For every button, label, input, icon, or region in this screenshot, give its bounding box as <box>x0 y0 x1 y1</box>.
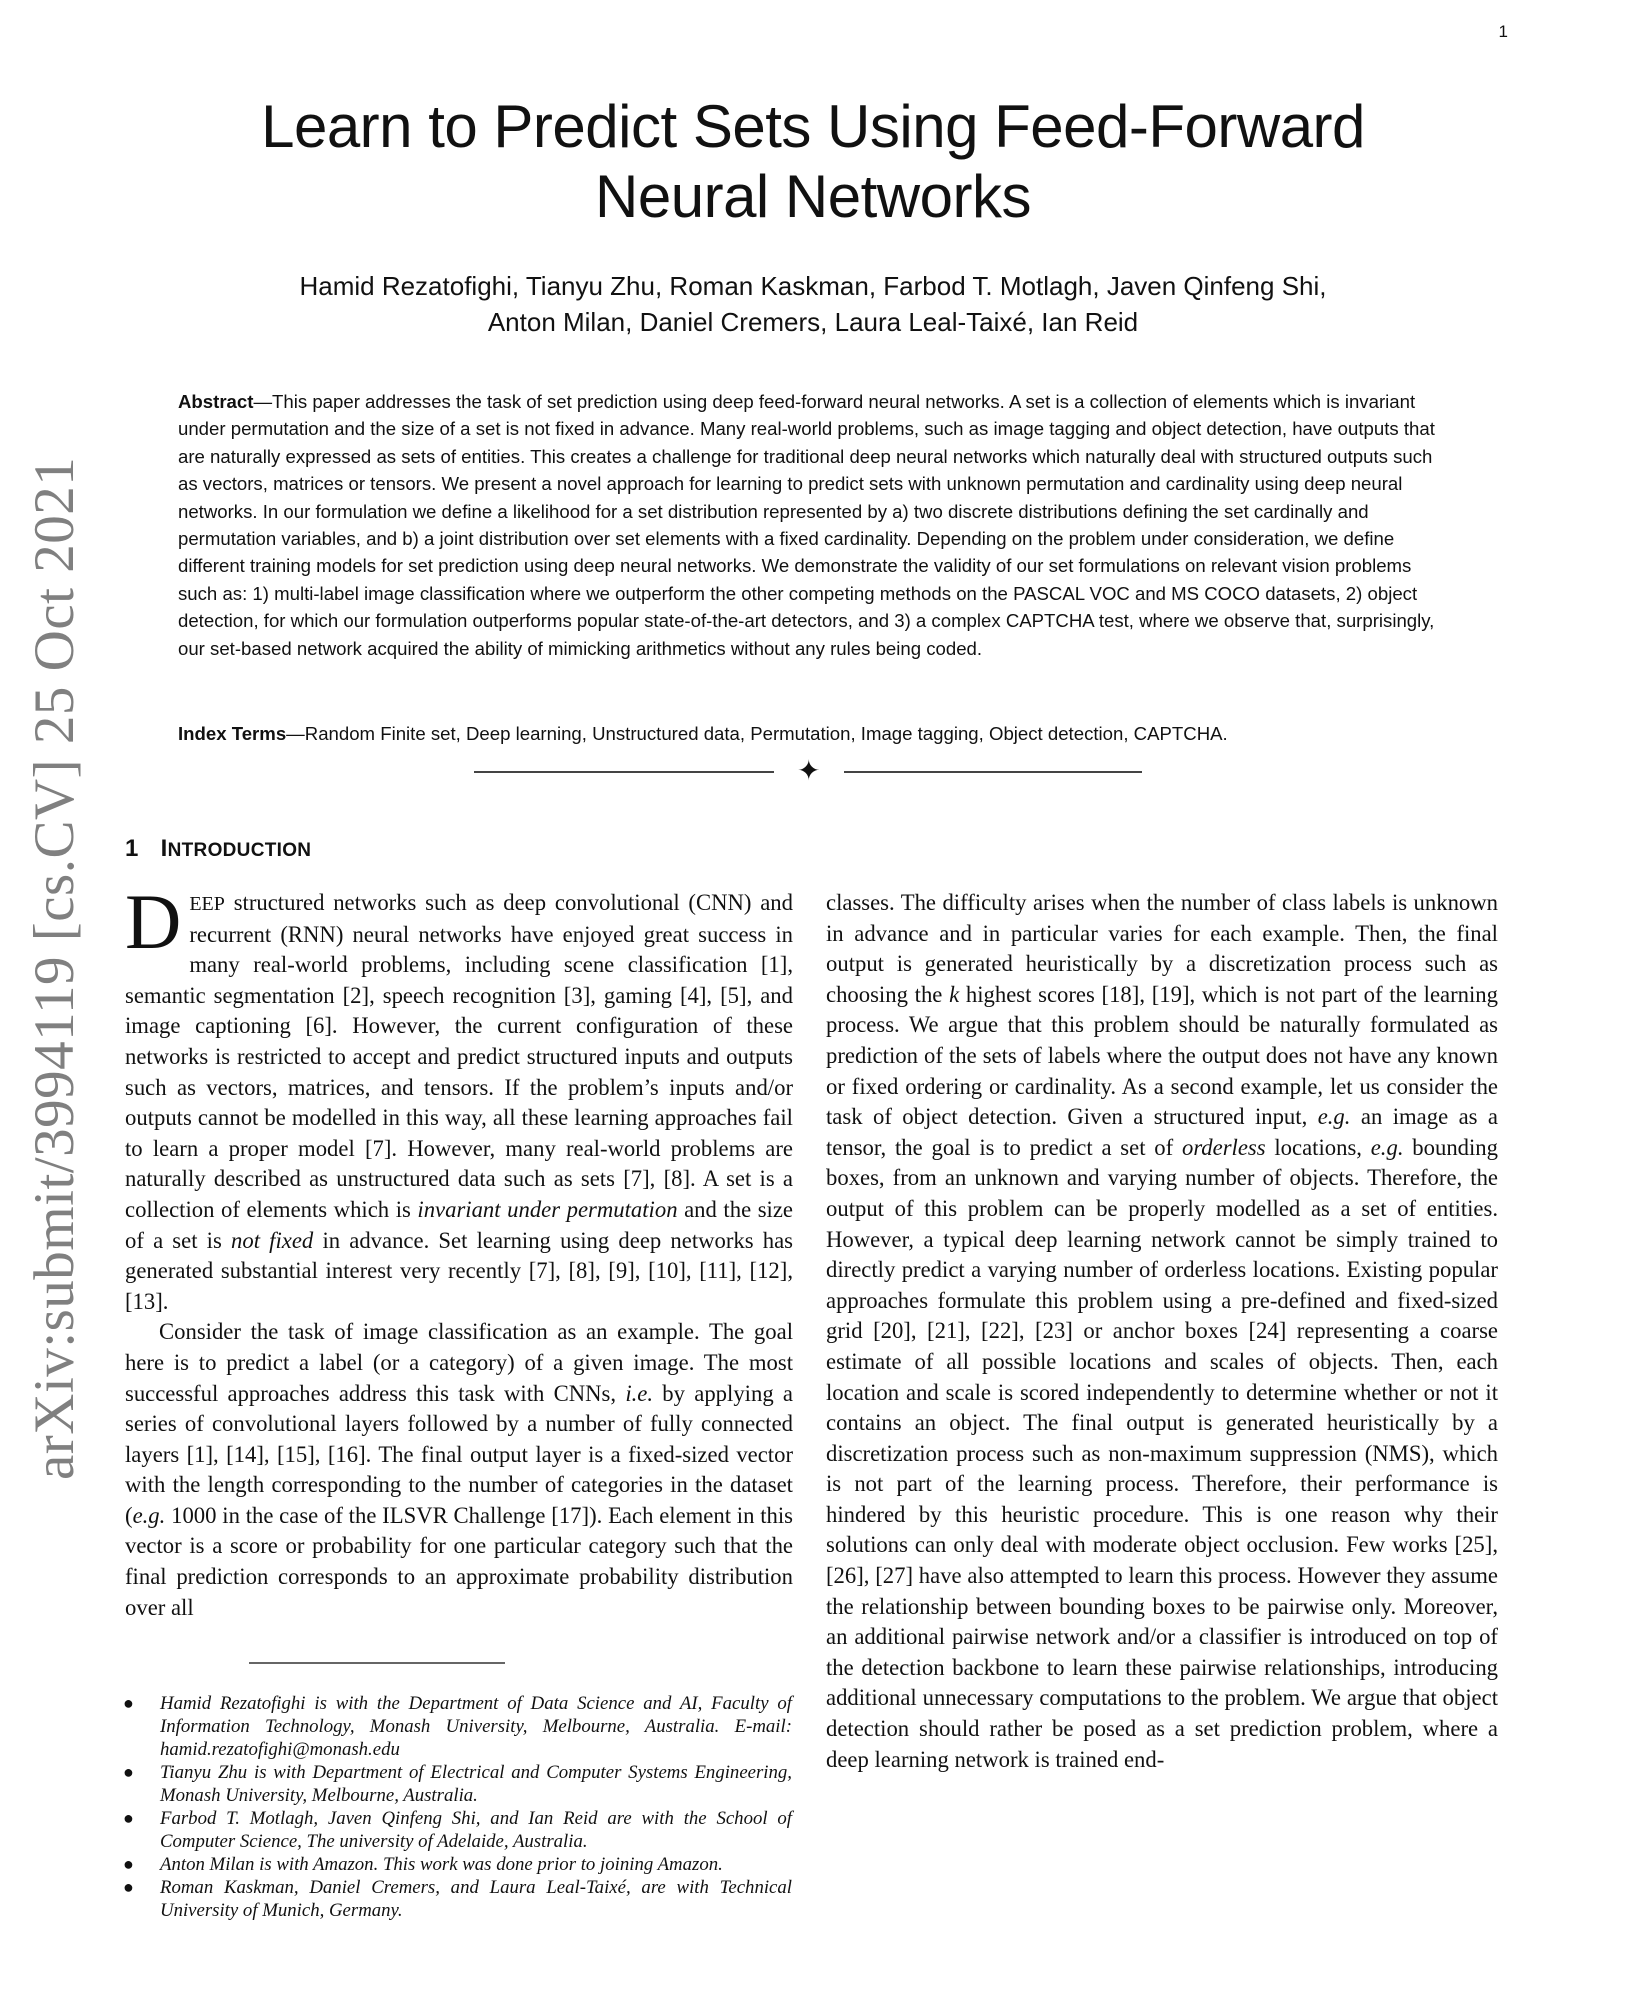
footnote-item <box>120 1692 792 1761</box>
section-title-rest: NTRODUCTION <box>167 840 312 861</box>
paragraph-text: classes. The difficulty arises when the number of class labels is unknown in advance and in particular varies for each example. Then, the final output is generated heuristically by a discretization process such as choosing the <box>826 890 1498 1007</box>
separator-line-left <box>474 771 774 773</box>
emphasis-text: i.e. <box>625 1380 654 1406</box>
arxiv-stamp: arXiv:submit/3994119 [cs.CV] 25 Oct 2021 <box>23 456 86 1480</box>
footnote-text: Hamid Rezatofighi is with the Department of Data Science and AI, Faculty of Information Technology, Monash University, Melbourne, Australia. E-mail: hamid.rezatofighi@monash.edu <box>160 1693 792 1760</box>
footnote-item <box>120 1761 792 1807</box>
intro-paragraph-2 <box>125 1317 793 1623</box>
first-word-smallcaps: EEP <box>189 893 225 915</box>
page-number: 1 <box>1498 22 1508 41</box>
footnote-item <box>120 1876 792 1922</box>
emphasis-text: e.g. <box>1317 1104 1351 1130</box>
intro-paragraph-continued <box>826 888 1498 1775</box>
paragraph-text: and the size of a set is <box>125 1196 793 1253</box>
footnote-rule <box>249 1662 505 1664</box>
footnote-text: Farbod T. Motlagh, Javen Qinfeng Shi, and Ian Reid are with the School of Computer Science, The university of Adelaide, Australia. <box>160 1808 792 1852</box>
paragraph-text: an image as a tensor, the goal is to predict a set of <box>826 1104 1498 1160</box>
paragraph-text: 1000 in the case of the ILSVR Challenge [17]). Each element in this vector is a score or probability for one particular category such that the final prediction corresponds to an approximate probability distribution over all <box>125 1502 793 1620</box>
bullet-icon: ● <box>123 1762 134 1782</box>
index-terms <box>178 720 1458 747</box>
paragraph-text: highest scores [18], [19], which is not part of the learning process. We argue that this problem should be naturally formulated as prediction of the sets of labels where the output does not have any known or fixed ordering or cardinality. As a second example, let us consider the task of object detection. Given a structured input, <box>826 981 1498 1130</box>
authors-line-1: Hamid Rezatofighi, Tianyu Zhu, Roman Kaskman, Farbod T. Motlagh, Javen Qinfeng Shi, <box>299 271 1327 301</box>
paragraph-text: by applying a series of convolutional layers followed by a number of fully connected layers [1], [14], [15], [16]. The final output layer is a fixed-sized vector with the length corresponding to the number of categories in the dataset ( <box>125 1380 794 1528</box>
footnote-item <box>120 1807 792 1853</box>
index-terms-text: —Random Finite set, Deep learning, Unstructured data, Permutation, Image tagging, Object detection, CAPTCHA. <box>286 723 1228 744</box>
paper-title <box>150 92 1476 232</box>
emphasis-text: not fixed <box>231 1227 314 1253</box>
separator-line-right <box>844 771 1142 773</box>
drop-cap: D <box>125 878 182 965</box>
footnote-text: Roman Kaskman, Daniel Cremers, and Laura Leal-Taixé, are with Technical University of Munich, Germany. <box>160 1877 792 1921</box>
title-line-2: Neural Networks <box>595 163 1031 230</box>
bullet-icon: ● <box>123 1808 134 1828</box>
author-list <box>150 268 1476 340</box>
footnote-text: Anton Milan is with Amazon. This work was done prior to joining Amazon. <box>160 1854 723 1875</box>
paragraph-text: locations, <box>1265 1134 1371 1160</box>
footnote-text: Tianyu Zhu is with Department of Electrical and Computer Systems Engineering, Monash University, Melbourne, Australia. <box>160 1762 792 1806</box>
math-variable-k: k <box>949 981 960 1007</box>
paragraph-text: bounding boxes, from an unknown and varying number of objects. Therefore, the output of this problem can be properly modelled as a set of entities. However, a typical deep learning network cannot be simply trained to directly predict a varying number of orderless locations. Existing popular approaches formulate this problem using a pre-defined and fixed-sized grid [20], [21], [22], [23] or anchor boxes [24] representing a coarse estimate of all possible locations and scales of objects. Then, each location and scale is scored independently to determine whether or not it contains an object. The final output is generated heuristically by a discretization process such as non-maximum suppression (NMS), which is not part of the learning process. Therefore, their performance is hindered by this heuristic procedure. This is one reason why their solutions can only deal with moderate object occlusion. Few works [25], [26], [27] have also attempted to learn this process. However they assume the relationship between bounding boxes to be pairwise only. Moreover, an additional pairwise network and/or a classifier is introduced on top of the detection backbone to learn these pairwise relationships, introducing additional unnecessary computations to the problem. We argue that object detection should rather be posed as a set prediction problem, where a deep learning network is trained end- <box>826 1134 1498 1772</box>
paragraph-text: Consider the task of image classification as an example. The goal here is to predict a label (or a category) of a given image. The most successful approaches address this task with CNNs, <box>125 1319 793 1406</box>
abstract <box>178 388 1436 662</box>
emphasis-text: e.g. <box>1370 1134 1404 1160</box>
paragraph-text: in advance. Set learning using deep networks has generated substantial interest very recently [7], [8], [9], [10], [11], [12], [13]. <box>125 1227 793 1314</box>
diamond-star-icon: ✦ <box>797 754 821 787</box>
section-title-initial: I <box>160 835 168 862</box>
bullet-icon: ● <box>123 1693 134 1713</box>
emphasis-text: orderless <box>1181 1134 1266 1160</box>
intro-paragraph-1 <box>125 878 793 1317</box>
right-column <box>826 888 1498 1775</box>
abstract-label: Abstract <box>178 391 254 412</box>
bullet-icon: ● <box>123 1877 134 1897</box>
emphasis-text: e.g. <box>132 1502 166 1528</box>
paragraph-text: structured networks such as deep convolutional (CNN) and recurrent (RNN) neural networks have enjoyed great success in many real-world problems, including scene classification [1], semantic segmentation [2], speech recognition [3], gaming [4], [5], and image captioning [6]. However, the current configuration of these networks is restricted to accept and predict structured inputs and outputs such as vectors, matrices, and tensors. If the problem’s inputs and/or outputs cannot be modelled in this way, all these learning approaches fail to learn a proper model [7]. However, many real-world problems are naturally described as unstructured data such as sets [7], [8]. A set is a collection of elements which is <box>125 890 793 1222</box>
title-line-1: Learn to Predict Sets Using Feed-Forward <box>261 93 1365 160</box>
bullet-icon: ● <box>123 1854 134 1874</box>
section-number: 1 <box>125 835 139 862</box>
section-heading-introduction <box>125 835 311 863</box>
footnote-item <box>120 1853 792 1876</box>
index-terms-label: Index Terms <box>178 723 287 744</box>
author-affiliation-footnotes <box>120 1692 792 1922</box>
authors-line-2: Anton Milan, Daniel Cremers, Laura Leal-Taixé, Ian Reid <box>487 307 1139 337</box>
left-column <box>125 878 794 1623</box>
abstract-text: —This paper addresses the task of set prediction using deep feed-forward neural networks. A set is a collection of elements which is invariant under permutation and the size of a set is not fixed in advance. Many real-world problems, such as image tagging and object detection, have outputs that are naturally expressed as sets of entities. This creates a challenge for traditional deep neural networks which naturally deal with structured outputs such as vectors, matrices or tensors. We present a novel approach for learning to predict sets with unknown permutation and cardinality using deep neural networks. In our formulation we define a likelihood for a set distribution represented by a) two discrete distributions defining the set cardinally and permutation variables, and b) a joint distribution over set elements with a fixed cardinality. Depending on the problem under consideration, we define different training models for set prediction using deep neural networks. We demonstrate the validity of our set formulations on relevant vision problems such as: 1) multi-label image classification where we outperform the other competing methods on the PASCAL VOC and MS COCO datasets, 2) object detection, for which our formulation outperforms popular state-of-the-art detectors, and 3) a complex CAPTCHA test, where we observe that, surprisingly, our set-based network acquired the ability of mimicking arithmetics without any rules being coded. <box>178 391 1435 659</box>
emphasis-text: invariant under permutation <box>417 1196 678 1222</box>
